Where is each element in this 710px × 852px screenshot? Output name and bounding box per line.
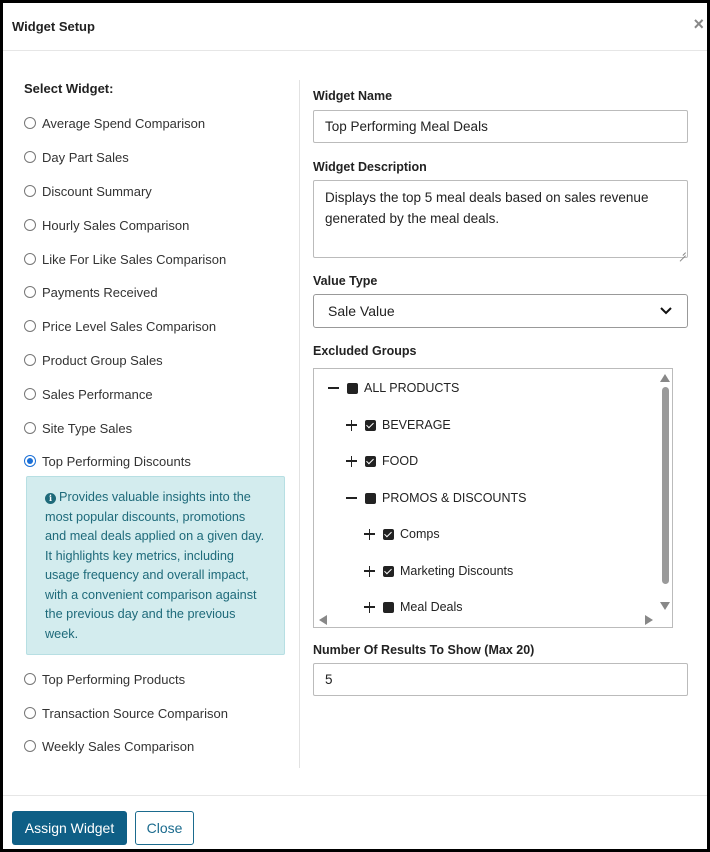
dialog-footer-divider [3, 795, 707, 796]
widget-option-label: Hourly Sales Comparison [42, 217, 190, 233]
tree-checkbox[interactable] [347, 383, 358, 394]
widget-option-label: Product Group Sales [42, 352, 163, 368]
widget-option-label: Day Part Sales [42, 149, 129, 165]
widget-option[interactable] [24, 418, 132, 438]
widget-option[interactable] [24, 350, 163, 370]
info-circle-icon: i [45, 493, 56, 504]
tree-node-label: PROMOS & DISCOUNTS [382, 491, 527, 505]
scroll-right-arrow-icon[interactable] [645, 615, 653, 625]
tree-node-label: Meal Deals [400, 600, 463, 614]
radio-button[interactable] [24, 219, 36, 231]
resize-handle-icon[interactable] [678, 248, 686, 256]
radio-button[interactable] [24, 354, 36, 366]
radio-button[interactable] [24, 320, 36, 332]
tree-node-label: ALL PRODUCTS [364, 381, 460, 395]
info-text-line: with a convenient comparison against [45, 587, 257, 602]
radio-button[interactable] [24, 388, 36, 400]
radio-button[interactable] [24, 740, 36, 752]
collapse-minus-icon[interactable] [328, 382, 340, 394]
widget-option[interactable] [24, 669, 185, 689]
info-text-line: week. [45, 626, 79, 641]
widget-option[interactable] [24, 215, 189, 235]
radio-button[interactable] [24, 253, 36, 265]
tree-node [346, 451, 418, 471]
radio-button[interactable] [24, 455, 36, 467]
widget-option-label: Weekly Sales Comparison [42, 738, 195, 754]
widget-description-label: Widget Description [313, 160, 427, 174]
info-text-line: It highlights key metrics, including [45, 548, 234, 563]
widget-option-label: Top Performing Discounts [42, 453, 191, 469]
widget-option[interactable] [24, 249, 226, 269]
close-icon[interactable]: × [693, 14, 704, 34]
tree-node [364, 597, 463, 617]
widget-option[interactable] [24, 316, 216, 336]
tree-checkbox[interactable] [383, 566, 394, 577]
tree-node-label: BEVERAGE [382, 418, 451, 432]
widget-description-textarea[interactable] [313, 180, 688, 258]
widget-option-label: Price Level Sales Comparison [42, 318, 217, 334]
widget-option-label: Discount Summary [42, 183, 152, 199]
info-text-line: the previous day and the previous [45, 607, 236, 621]
scroll-left-arrow-icon[interactable] [319, 615, 327, 625]
widget-option[interactable] [24, 147, 129, 167]
widget-option[interactable] [24, 451, 191, 471]
info-text-line: usage frequency and overall impact, [45, 568, 249, 582]
radio-button[interactable] [24, 117, 36, 129]
tree-node [364, 561, 513, 581]
widget-info-text [45, 490, 264, 641]
expand-plus-icon[interactable] [346, 455, 358, 467]
widget-option-label: Site Type Sales [42, 420, 133, 436]
expand-plus-icon[interactable] [364, 528, 376, 540]
results-count-input[interactable]: 5 [313, 663, 688, 696]
info-text-line: and meal deals applied on a given day. [45, 529, 265, 543]
tree-checkbox[interactable] [383, 529, 394, 540]
collapse-minus-icon[interactable] [346, 492, 358, 504]
info-text-line: most popular discounts, promotions [45, 509, 246, 524]
tree-vertical-scrollbar[interactable] [662, 387, 669, 584]
value-type-label: Value Type [313, 274, 378, 288]
value-type-selected: Sale Value [328, 303, 395, 319]
scroll-up-arrow-icon[interactable] [660, 374, 670, 382]
tree-node-label: Marketing Discounts [400, 564, 514, 578]
widget-option-label: Like For Like Sales Comparison [42, 251, 227, 267]
radio-button[interactable] [24, 286, 36, 298]
widget-option[interactable] [24, 703, 228, 723]
tree-node [346, 488, 526, 508]
tree-checkbox[interactable] [365, 493, 376, 504]
widget-option-label: Average Spend Comparison [42, 115, 206, 131]
widget-option-label: Sales Performance [42, 386, 153, 402]
expand-plus-icon[interactable] [346, 419, 358, 431]
assign-widget-button[interactable]: Assign Widget [12, 811, 127, 845]
widget-name-label: Widget Name [313, 89, 393, 103]
tree-node [328, 378, 459, 398]
radio-button[interactable] [24, 673, 36, 685]
widget-option-label: Payments Received [42, 284, 158, 300]
widget-info-box [26, 476, 285, 655]
radio-button[interactable] [24, 707, 36, 719]
select-widget-label: Select Widget: [24, 81, 114, 96]
widget-name-input[interactable]: Top Performing Meal Deals [313, 110, 688, 143]
tree-node-label: FOOD [382, 454, 419, 468]
radio-button[interactable] [24, 151, 36, 163]
radio-button[interactable] [24, 422, 36, 434]
chevron-down-icon [659, 306, 673, 316]
info-text-line: Provides valuable insights into the [59, 490, 251, 504]
scroll-down-arrow-icon[interactable] [660, 602, 670, 610]
expand-plus-icon[interactable] [364, 601, 376, 613]
tree-node-label: Comps [400, 527, 440, 541]
panel-divider [299, 80, 300, 768]
close-button[interactable]: Close [135, 811, 194, 845]
tree-checkbox[interactable] [383, 602, 394, 613]
widget-option[interactable] [24, 736, 194, 756]
widget-selection-panel [3, 51, 299, 771]
widget-option[interactable] [24, 113, 205, 133]
dialog-title: Widget Setup [12, 19, 95, 34]
excluded-groups-label: Excluded Groups [313, 344, 417, 358]
radio-button[interactable] [24, 185, 36, 197]
widget-option[interactable] [24, 181, 152, 201]
excluded-groups-tree[interactable] [313, 368, 673, 628]
tree-node [364, 524, 440, 544]
widget-form-panel [313, 51, 693, 771]
widget-option-label: Top Performing Products [42, 671, 186, 687]
widget-option[interactable] [24, 282, 158, 302]
widget-option[interactable] [24, 384, 153, 404]
value-type-select[interactable] [313, 294, 688, 328]
tree-checkbox[interactable] [365, 420, 376, 431]
results-count-label: Number Of Results To Show (Max 20) [313, 643, 535, 657]
dialog-header [3, 3, 707, 51]
tree-checkbox[interactable] [365, 456, 376, 467]
tree-node [346, 415, 451, 435]
expand-plus-icon[interactable] [364, 565, 376, 577]
widget-option-label: Transaction Source Comparison [42, 705, 228, 721]
widget-description-text: Displays the top 5 meal deals based on sales revenue generated by the meal deals. [325, 190, 649, 226]
